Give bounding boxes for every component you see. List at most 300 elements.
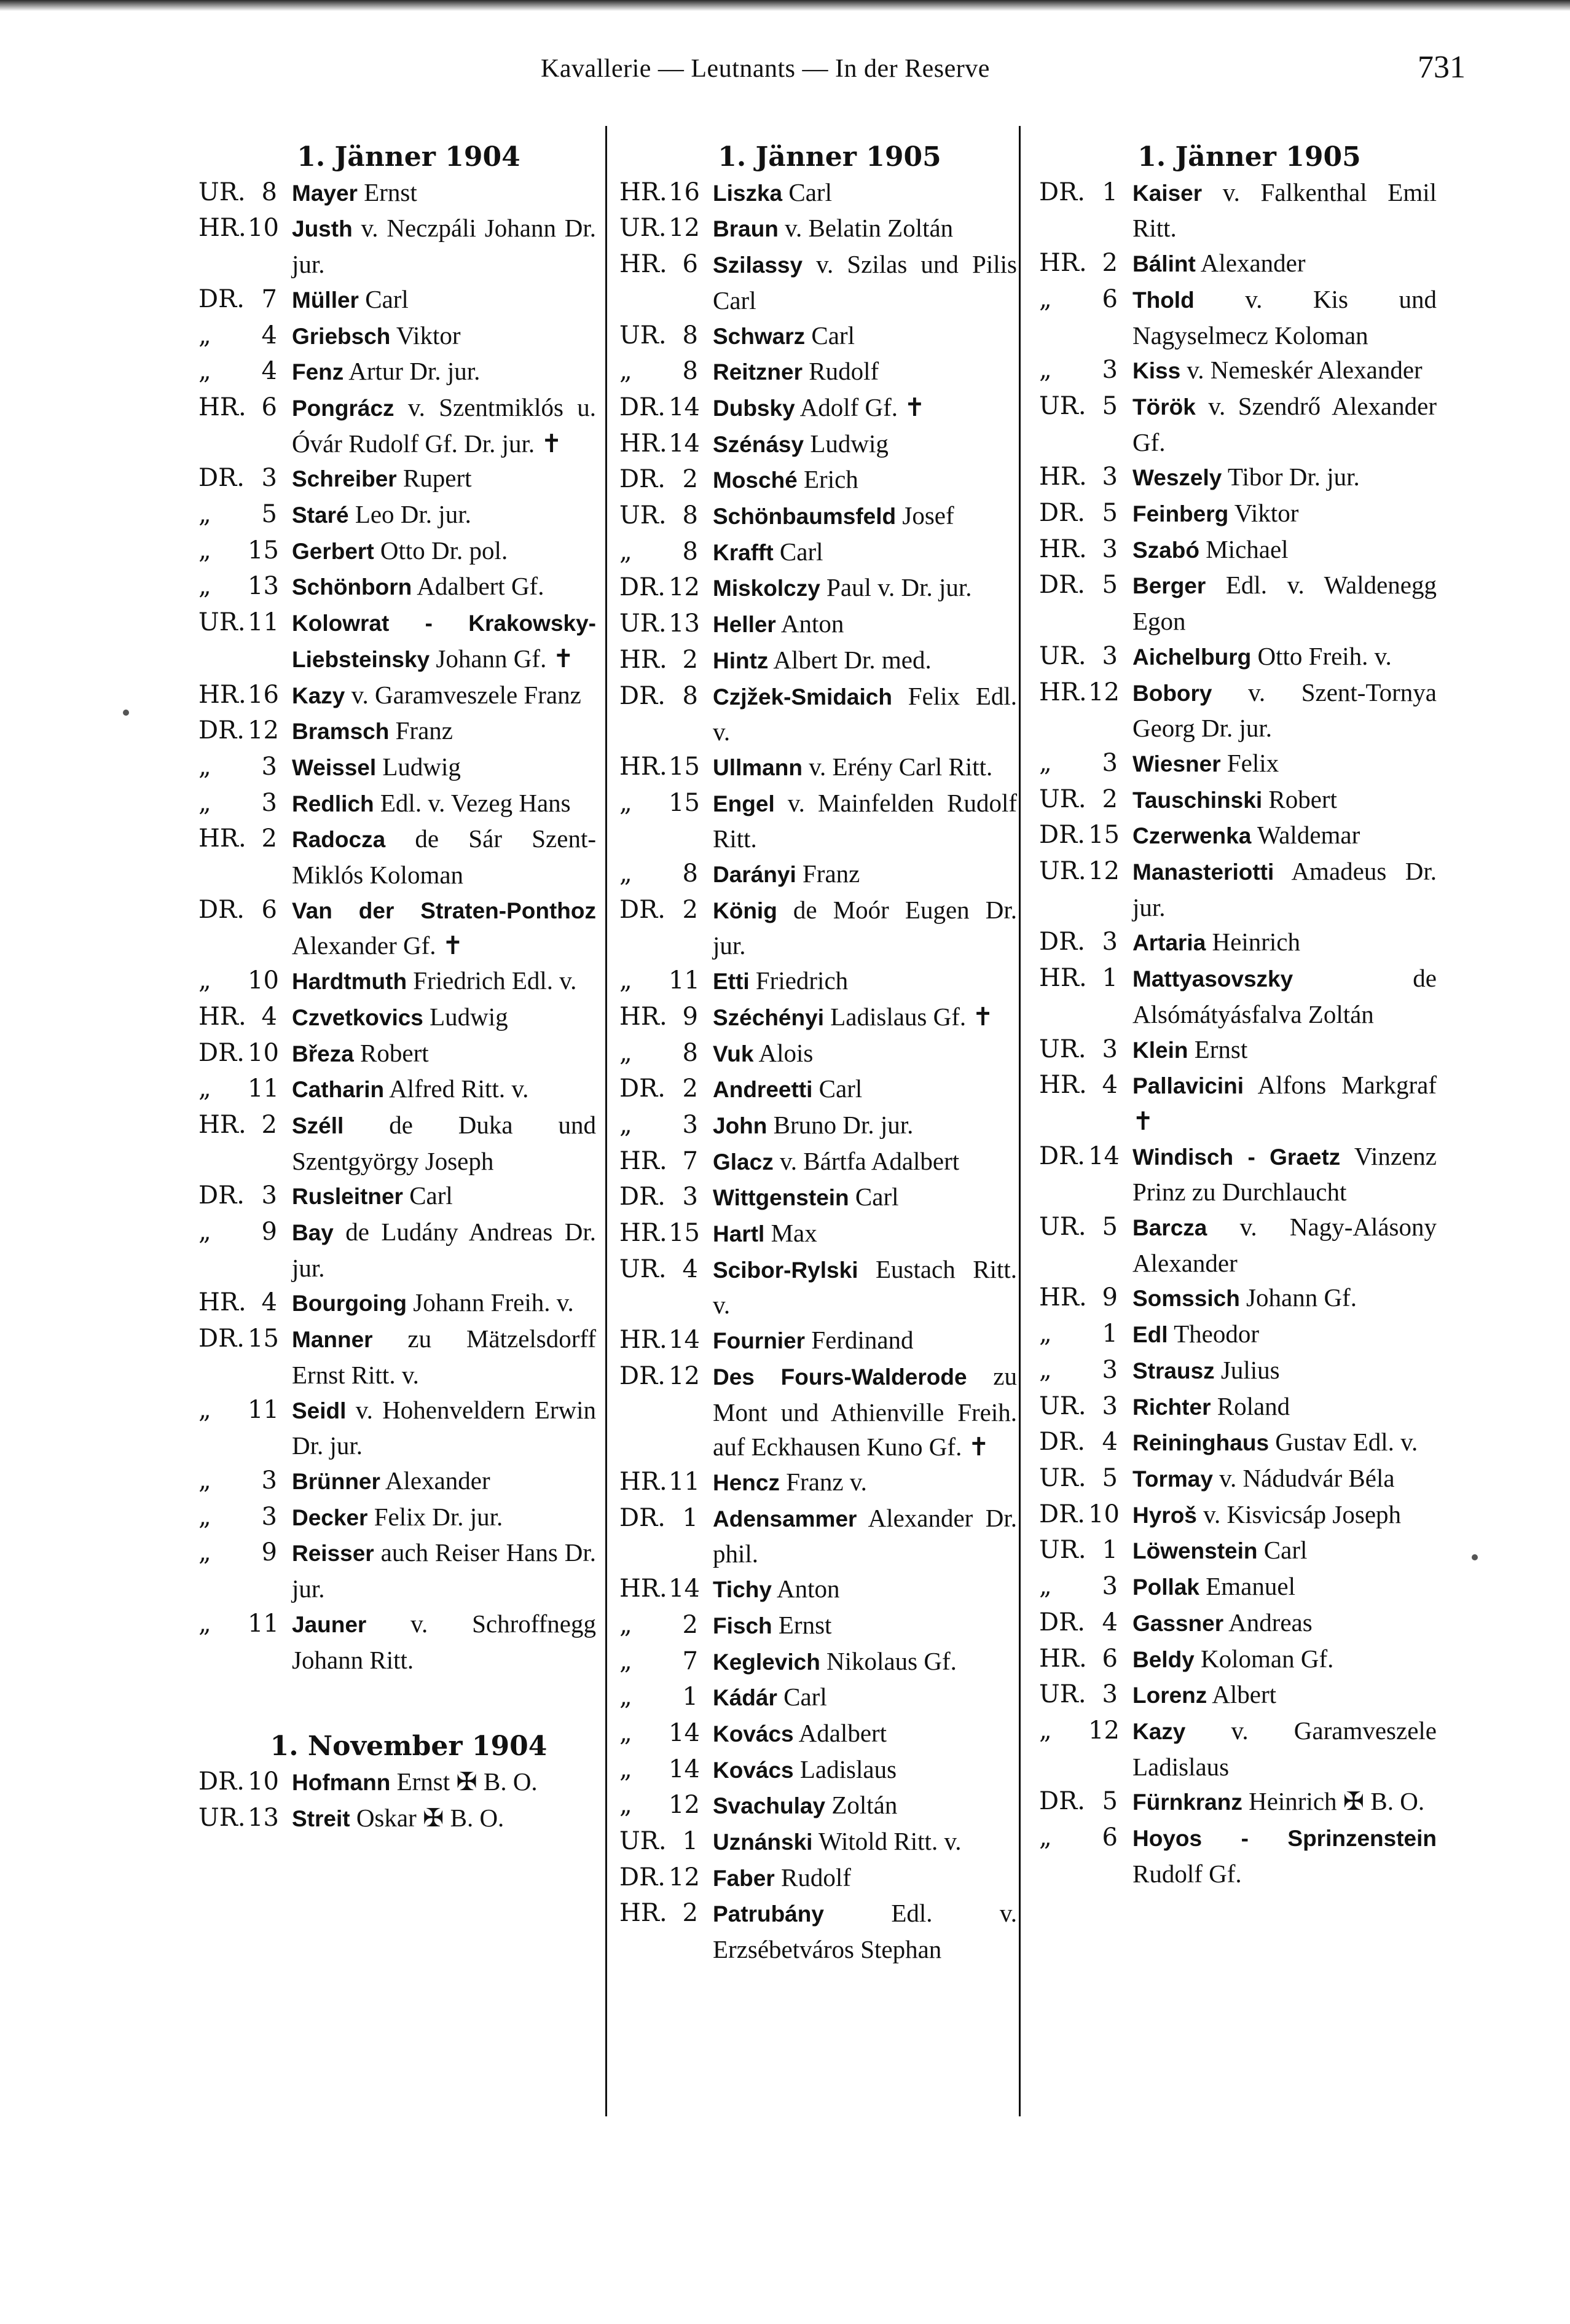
regiment-ref [605,1608,713,1644]
regiment-ref [605,1752,713,1788]
regiment-ref [1025,1713,1132,1784]
regiment-number: 8 [682,357,698,386]
regiment-type: DR. [619,1074,665,1103]
officer-details: Josef [896,501,954,530]
regiment-type: HR. [1039,249,1087,278]
column-3 [1025,140,1437,1891]
regiment-number: 4 [261,1288,277,1317]
regiment-ref [1025,282,1132,353]
register-entry [1025,460,1437,496]
officer-details: Zoltán [825,1791,898,1820]
regiment-type: HR. [1039,678,1087,706]
regiment-type: DR. [1039,1500,1085,1528]
officer-surname: Reininghaus [1132,1430,1270,1456]
regiment-number: 11 [669,966,700,995]
register-entry [184,533,596,569]
register-entry [605,1071,1017,1108]
regiment-number: 1 [1102,964,1118,993]
officer-details: Felix Dr. jur. [367,1502,503,1531]
officer-surname: Liszka [713,180,783,206]
register-entry [605,893,1017,963]
regiment-ref [605,643,713,679]
regiment-type: DR. [1039,499,1085,528]
officer-details: Heinrich ✠ B. O. [1242,1787,1425,1816]
officer-surname: Kaiser [1132,180,1203,206]
regiment-type: HR. [198,1110,246,1139]
officer-details: Nikolaus Gf. [820,1646,957,1675]
officer-name [713,1144,1017,1180]
regiment-type: DR. [1039,1787,1085,1816]
officer-name [292,1036,596,1072]
officer-details: Friedrich Edl. v. [407,966,577,995]
regiment-ref [184,211,292,281]
officer-surname: Reisser [292,1541,374,1567]
regiment-type: HR. [619,250,667,279]
regiment-type: DR. [1039,1608,1085,1637]
regiment-type: DR. [619,895,665,924]
column-2 [605,140,1017,1967]
regiment-type: HR. [619,1468,667,1496]
officer-surname: Kovács [713,1757,794,1783]
register-entry [1025,854,1437,925]
register-entry [1025,1533,1437,1569]
officer-surname: Müller [292,287,359,313]
register-entry [605,963,1017,1000]
officer-details: Carl [782,178,832,206]
officer-surname: Weissel [292,754,377,780]
regiment-number: 3 [682,1110,698,1139]
regiment-type: UR. [1039,857,1086,886]
regiment-type: UR. [619,609,667,638]
register-entry [184,1285,596,1321]
officer-details: Carl [849,1183,899,1211]
register-entry [184,1036,596,1072]
regiment-number: 10 [248,966,279,995]
officer-details: zu Mätzelsdorff Ernst Ritt. v. [292,1324,596,1389]
regiment-type: „ [1039,1823,1052,1852]
regiment-type: UR. [1039,784,1086,813]
officer-surname: Schönbaumsfeld [713,504,897,530]
regiment-number: 7 [682,1146,698,1175]
register-entry [1025,1784,1437,1820]
officer-surname: Kolowrat - Krakowsky-Liebsteinsky [292,611,596,672]
register-entry [1025,1569,1437,1605]
regiment-type: „ [619,1718,632,1747]
officer-name [292,713,596,749]
regiment-number: 11 [248,1074,279,1103]
register-entry [1025,639,1437,675]
officer-surname: Etti [713,969,750,995]
section-heading: 1. Jänner 1905 [1137,141,1361,173]
register-entry [605,856,1017,893]
regiment-number: 4 [1102,1071,1118,1100]
regiment-type: HR. [1039,463,1087,491]
register-entry [1025,353,1437,389]
regiment-number: 2 [682,645,698,674]
regiment-number: 3 [261,788,277,817]
officer-surname: Klein [1132,1037,1188,1063]
officer-name [292,1463,596,1500]
officer-details: Alois [753,1038,814,1067]
regiment-type: HR. [619,752,667,781]
officer-details: Ludwig [423,1002,508,1031]
officer-surname: Decker [292,1504,368,1530]
regiment-number: 3 [1102,463,1118,491]
officer-name [1132,496,1437,532]
regiment-number: 14 [669,1326,700,1355]
regiment-type: UR. [1039,391,1086,420]
officer-name [713,570,1017,606]
regiment-type: UR. [1039,1536,1086,1565]
officer-details: Ladislaus Gf. ✝ [823,1002,994,1031]
regiment-type: DR. [619,1503,665,1532]
regiment-number: 3 [261,464,277,493]
regiment-type: „ [619,966,632,995]
register-entry [605,211,1017,247]
regiment-number: 14 [1088,1141,1120,1170]
officer-details: Oskar ✠ B. O. [350,1803,504,1832]
regiment-type: „ [198,752,211,781]
register-entry [1025,282,1437,353]
regiment-type: „ [198,500,211,529]
officer-name [292,390,596,461]
officer-surname: Szilassy [713,252,803,278]
officer-surname: Török [1132,394,1196,420]
officer-name [292,461,596,497]
officer-surname: Thold [1132,287,1195,313]
regiment-type: „ [619,1755,632,1783]
regiment-ref [605,1644,713,1680]
register-entry [1025,1210,1437,1280]
regiment-type: „ [1039,1320,1052,1348]
regiment-ref [184,1801,292,1837]
officer-name [1132,282,1437,353]
regiment-type: UR. [619,1827,667,1856]
officer-name [1132,1280,1437,1317]
regiment-ref [1025,854,1132,925]
officer-details: Theodor [1168,1320,1259,1348]
regiment-type: HR. [198,824,246,853]
regiment-number: 3 [1102,1680,1118,1709]
regiment-type: DR. [619,1183,665,1211]
officer-name [1132,1353,1437,1389]
officer-name [713,318,1017,354]
officer-surname: Széchényi [713,1004,824,1030]
regiment-ref [1025,1317,1132,1353]
officer-details: Johann Freih. v. [407,1288,574,1317]
register-entry [1025,1032,1437,1068]
regiment-ref [1025,639,1132,675]
register-entry [184,1463,596,1500]
register-entry [1025,925,1437,961]
regiment-ref [184,1108,292,1178]
regiment-type: „ [1039,284,1052,313]
regiment-number: 16 [669,178,700,206]
regiment-ref [605,963,713,1000]
officer-surname: Aichelburg [1132,644,1252,670]
regiment-ref [605,534,713,571]
officer-details: Rudolf Gf. [1132,1859,1242,1888]
officer-name [713,1216,1017,1252]
officer-surname: Bobory [1132,680,1212,706]
regiment-number: 8 [682,1038,698,1067]
officer-surname: Braun [713,216,779,242]
regiment-number: 5 [1102,499,1118,528]
regiment-number: 10 [248,1767,279,1796]
regiment-type: „ [619,1791,632,1820]
officer-name [713,211,1017,247]
regiment-type: DR. [198,1038,245,1067]
regiment-number: 1 [682,1827,698,1856]
officer-name [1132,818,1437,854]
regiment-ref [1025,568,1132,638]
officer-name [713,893,1017,963]
regiment-number: 3 [1102,1035,1118,1063]
officer-details: Otto Freih. v. [1251,641,1392,670]
officer-details: Rupert [396,464,472,493]
regiment-ref [184,1178,292,1215]
regiment-number: 8 [682,681,698,710]
regiment-ref [605,1000,713,1036]
regiment-number: 1 [1102,1536,1118,1565]
officer-details: Ludwig [804,429,889,458]
officer-details: Alexander [380,1466,490,1495]
regiment-number: 13 [669,609,700,638]
register-entry [605,534,1017,571]
regiment-type: „ [198,536,211,565]
register-entry [605,1752,1017,1788]
officer-name [1132,1461,1437,1497]
column-1 [184,140,596,1836]
regiment-type: UR. [619,1254,667,1283]
register-entry [605,1608,1017,1644]
officer-name [713,749,1017,786]
officer-details: Johann Gf. ✝ [430,644,574,673]
officer-name [292,678,596,714]
running-head: Kavallerie — Leutnants — In der Reserve [541,55,990,83]
register-entry [1025,1713,1437,1784]
regiment-number: 4 [682,1254,698,1283]
register-entry [605,1359,1017,1465]
officer-details: Erich [797,465,858,494]
officer-surname: König [713,898,777,923]
regiment-number: 7 [261,284,277,313]
register-entry [184,1215,596,1285]
regiment-type: HR. [619,1575,667,1603]
regiment-number: 4 [261,357,277,386]
regiment-type: UR. [1039,1213,1086,1242]
regiment-ref [605,1323,713,1359]
officer-name [713,1644,1017,1680]
register-entry [184,318,596,354]
regiment-number: 8 [682,537,698,566]
officer-details: Ernst [1188,1035,1248,1063]
column-rule-right [1019,126,1021,2116]
officer-name [713,856,1017,893]
officer-surname: Heller [713,612,776,638]
regiment-type: HR. [1039,1644,1087,1673]
officer-surname: Kazy [292,683,345,708]
regiment-number: 15 [248,1324,279,1353]
regiment-ref [1025,496,1132,532]
officer-details: Albert [1207,1680,1277,1709]
officer-name [1132,1317,1437,1353]
officer-details: de Ludány Andreas Dr. jur. [292,1218,596,1282]
register-entry [1025,1425,1437,1461]
officer-name [1132,1569,1437,1605]
regiment-type: HR. [198,1002,246,1031]
register-entry [1025,1068,1437,1138]
regiment-ref [184,569,292,605]
scan-speck [123,710,129,716]
section-heading: 1. Jänner 1905 [718,141,941,173]
officer-surname: Griebsch [292,323,391,349]
regiment-type: „ [198,1466,211,1495]
regiment-type: HR. [198,1288,246,1317]
officer-surname: Van der Straten-Ponthoz [292,898,596,923]
regiment-number: 3 [1102,1572,1118,1601]
regiment-number: 2 [1102,784,1118,813]
officer-details: v. Szent-Tornya Georg Dr. jur. [1132,678,1437,743]
register-entry [605,1501,1017,1571]
register-entry [605,354,1017,390]
regiment-type: DR. [1039,178,1085,206]
regiment-ref [184,354,292,390]
officer-name [292,1764,596,1801]
officer-details: Paul v. Dr. jur. [820,573,972,602]
regiment-number: 6 [261,895,277,924]
officer-details: Carl [402,1181,453,1210]
regiment-type: „ [1039,1716,1052,1745]
register-entry [1025,675,1437,746]
register-entry [605,1788,1017,1824]
officer-surname: Schwarz [713,323,806,349]
officer-surname: Hardtmuth [292,969,407,995]
register-entry [1025,1497,1437,1533]
officer-details: Alexander Gf. ✝ [292,931,464,960]
register-entry [605,1180,1017,1216]
officer-surname: Des Fours-Walderode [713,1364,967,1390]
regiment-type: HR. [1039,1071,1087,1100]
officer-details: de Moór Eugen Dr. jur. [713,895,1017,960]
officer-surname: Svachulay [713,1793,826,1819]
officer-details: auch Reiser Hans Dr. jur. [292,1538,596,1603]
regiment-number: 14 [669,429,700,458]
officer-surname: Scibor-Rylski [713,1257,858,1283]
register-entry [184,1108,596,1178]
regiment-ref [605,786,713,856]
officer-details: Felix [1220,748,1279,777]
register-entry [184,1393,596,1463]
officer-surname: Seidl [292,1398,347,1423]
regiment-type: „ [198,1218,211,1246]
regiment-number: 5 [1102,1787,1118,1816]
officer-name [292,1071,596,1108]
regiment-ref [605,211,713,247]
regiment-ref [184,497,292,533]
officer-details: v. Erény Carl Ritt. [802,752,993,781]
officer-surname: Gerbert [292,538,374,564]
regiment-number: 1 [682,1683,698,1712]
officer-surname: Miskolczy [713,576,820,601]
officer-name [292,282,596,318]
officer-surname: Faber [713,1865,775,1891]
regiment-ref [1025,961,1132,1031]
regiment-type: „ [198,966,211,995]
officer-name [1132,1068,1437,1138]
regiment-ref [605,498,713,534]
regiment-ref [605,426,713,463]
regiment-ref [184,1500,292,1536]
officer-name [713,679,1017,749]
officer-surname: Darányi [713,862,796,888]
officer-surname: Bay [292,1220,334,1246]
register-entry [184,786,596,822]
regiment-type: HR. [619,1326,667,1355]
officer-name [1132,246,1437,282]
officer-details: Alfred Ritt. v. [384,1074,529,1103]
regiment-type: „ [619,1038,632,1067]
regiment-ref [1025,1497,1132,1533]
officer-details: v. Nádudvár Béla [1212,1464,1395,1492]
regiment-ref [184,1000,292,1036]
regiment-number: 1 [682,1503,698,1532]
officer-surname: Engel [713,791,775,816]
register-entry [605,462,1017,498]
regiment-number: 11 [248,608,279,637]
regiment-number: 8 [682,501,698,530]
regiment-ref [184,605,292,677]
regiment-type: UR. [1039,1464,1086,1492]
officer-surname: Kazy [1132,1718,1186,1744]
officer-details: v. Szilas und Pilis Carl [713,250,1017,315]
register-entry [1025,1389,1437,1425]
officer-name [1132,1210,1437,1280]
officer-name [1132,568,1437,638]
register-entry [605,679,1017,749]
officer-details: Adalbert Gf. [412,572,544,601]
regiment-ref [1025,1677,1132,1713]
officer-name [292,211,596,281]
officer-name [292,1321,596,1392]
officer-surname: Catharin [292,1077,385,1103]
officer-surname: Fisch [713,1613,772,1638]
regiment-number: 6 [1102,1823,1118,1852]
regiment-type: UR. [1039,641,1086,670]
regiment-ref [1025,782,1132,818]
officer-details: Ladislaus [793,1755,897,1783]
officer-name [292,1606,596,1677]
officer-details: Amadeus Dr. jur. [1132,857,1437,921]
officer-name [713,1323,1017,1359]
regiment-ref [605,749,713,786]
regiment-type: UR. [619,501,667,530]
officer-name [1132,961,1437,1031]
regiment-ref [1025,1389,1132,1425]
officer-name [1132,1139,1437,1210]
regiment-ref [1025,460,1132,496]
officer-details: Edl. v. Waldenegg Egon [1132,571,1437,636]
regiment-ref [605,462,713,498]
regiment-number: 2 [682,895,698,924]
officer-name [713,498,1017,534]
regiment-number: 12 [669,1361,700,1390]
regiment-ref [1025,175,1132,246]
regiment-number: 11 [669,1468,700,1496]
officer-surname: Uznánski [713,1829,813,1855]
regiment-type: UR. [1039,1391,1086,1420]
regiment-number: 9 [261,1218,277,1246]
